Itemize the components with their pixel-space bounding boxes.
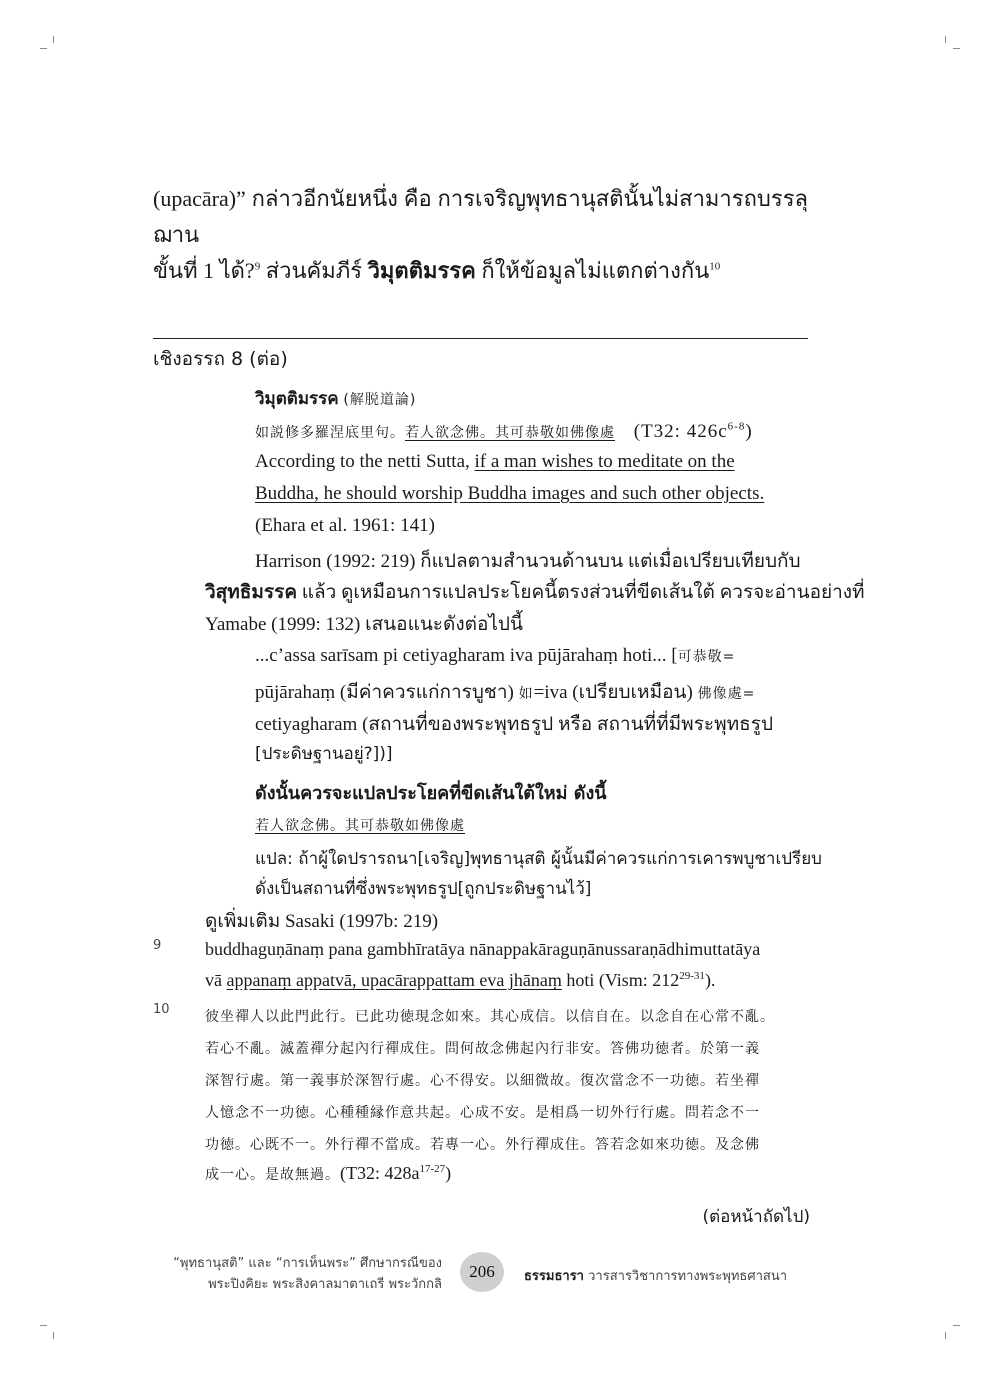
footnote-10-number: 10 [153,1002,170,1017]
crop-mark [53,1332,54,1339]
crop-mark [40,1325,47,1326]
fn9-text: hoti (Vism: 212 [561,970,680,990]
quote-cjk: 可恭敬= [677,649,736,665]
crop-mark [945,1332,946,1339]
citation-text: (T32: 426c [633,421,728,442]
citation-sup: 6-8 [727,420,746,433]
fn10-ref: (T32: 428a [340,1163,420,1183]
fn9-text: vā [205,970,227,990]
page-number: 206 [460,1252,504,1292]
footer-left-1: “พุทธานุสติ” และ “การเห็นพระ” ศึกษากรณีของ [173,1256,442,1271]
fn8-quote-3: cetiyagharam (สถานที่ของพระพุทธรูป หรือ สถานที่ที่มีพระพุทธรูป [255,714,774,735]
footnote-heading: เชิงอรรถ 8 (ต่อ) [153,348,288,370]
fn8-new-cjk: 若人欲念佛。其可恭敬如佛像處 [255,818,465,834]
fn10-ref-end: ) [445,1163,452,1183]
journal-subtitle: วารสารวิชาการทางพระพุทธศาสนา [584,1269,788,1284]
quote-text: =iva (เปรียบเหมือน) [533,682,698,703]
harrison-text: แล้ว ดูเหมือนการแปลประโยคนี้ตรงส่วนที่ขีดเส้นใต้ ควรจะอ่านอย่างที่ [297,582,865,603]
fn8-harrison-3: Yamabe (1999: 132) เสนอแนะดังต่อไปนี้ [205,614,523,635]
body-line-1: (upacāra)” กล่าวอีกนัยหนึ่ง คือ การเจริญพุทธานุสตินั้นไม่สามารถบรรลุฌาน [153,186,808,247]
en-text: According to the netti Sutta, [255,451,475,472]
quote-text: ...c’assa sarīsam pi cetiyagharam iva pūjārahaṃ hoti... [ [255,645,678,666]
continued-label: (ต่อหน้าถัดไป) [702,1207,810,1227]
fn8-cjk-line [255,421,753,443]
fn9-line-1: buddhaguṇānaṃ pana gambhīratāya nānappakāraguṇānussaraṇādhimuttatāya [205,939,761,959]
work-title-bold: วิสุทธิมรรค [205,582,298,603]
footnote-ref-9: 9 [254,260,261,273]
fn9-text: ). [704,970,716,990]
body-text [153,181,808,289]
crop-mark [53,36,54,43]
quote-text: pūjārahaṃ (มีค่าควรแก่การบูชา) [255,682,519,703]
fn10-line-1: 彼坐禪人以此門此行。已此功徳現念如來。其心成信。以信自在。以念自在心常不亂。 [205,1009,775,1025]
fn8-see-also: ดูเพิ่มเติม Sasaki (1997b: 219) [205,911,439,932]
fn8-new-heading: ดังนั้นควรจะแปลประโยคที่ขีดเส้นใต้ใหม่ ดังนี้ [255,783,607,804]
crop-mark [945,36,946,43]
cjk-text: 如説修多羅涅底里句。 [255,425,405,441]
quote-cjk: 佛像處= [697,686,756,702]
journal-name: ธรรมธารา [524,1269,584,1284]
fn8-quote-2 [255,677,755,707]
fn10-line-3: 深智行處。第一義事於深智行處。心不得安。以細微故。復次當念不一功徳。若坐禪 [205,1073,760,1089]
fn10-sup: 17-27 [419,1163,446,1175]
fn8-title-cjk: (解脱道論) [343,392,417,408]
fn8-en-line-3: (Ehara et al. 1961: 141) [255,515,435,536]
crop-mark [953,1325,960,1326]
citation-end: ) [745,421,753,442]
crop-mark [953,48,960,49]
fn8-en-line-1 [255,451,735,473]
footnote-9-number: 9 [153,938,162,953]
body-line-2 [153,253,808,289]
fn8-translation-2: ดั่งเป็นสถานที่ซึ่งพระพุทธรูป[ถูกประดิษฐานไว้] [255,879,592,899]
fn10-line-6 [205,1163,451,1184]
fn10-line-4: 人憶念不一功徳。心種種縁作意共起。心成不安。是相爲一切外行行處。問若念不一 [205,1105,760,1121]
footnote-separator [153,338,808,339]
footnote-ref-10: 10 [709,260,721,273]
footer-journal [524,1265,787,1286]
fn9-text-underlined: appanaṃ appatvā, upacārappattam eva jhānaṃ [226,970,562,990]
citation [634,421,753,442]
fn9-sup: 29-31 [679,970,705,982]
fn10-line-2: 若心不亂。滅蓋禪分起內行禪成住。問何故念佛起內行非安。答佛功徳者。於第一義 [205,1041,760,1057]
fn8-harrison-2 [205,577,865,607]
quote-cjk: 如 [518,686,534,702]
fn8-en-line-2: Buddha, he should worship Buddha images and such other objects. [255,483,765,504]
fn10-cjk: 成一心。是故無過。 [205,1167,340,1183]
fn8-quote-1 [255,645,735,667]
crop-mark [40,48,47,49]
fn8-harrison-1: Harrison (1992: 219) ก็แปลตามสำนวนด้านบน แต่เมื่อเปรียบเทียบกับ [255,551,801,572]
en-text-underlined: if a man wishes to meditate on the [474,451,735,472]
body-text-segment: ก็ให้ข้อมูลไม่แตกต่างกัน [475,258,710,283]
fn10-line-5: 功徳。心既不一。外行禪不當成。若專一心。外行禪成住。答若念如來功徳。及念佛 [205,1137,760,1153]
cjk-text-underlined: 若人欲念佛。其可恭敬如佛像處 [405,425,615,441]
fn9-line-2 [205,970,715,991]
footer-left-2: พระปิงคิยะ พระสิงคาลมาตาเถรี พระวักกลิ [208,1277,442,1292]
fn8-quote-4: [ประดิษฐานอยู่?])] [255,744,393,764]
body-text-segment: ขั้นที่ 1 ได้? [153,258,255,283]
body-text-segment: ส่วนคัมภีร์ [260,258,368,283]
fn8-title [255,385,416,412]
work-title-bold: วิมุตติมรรค [367,258,476,283]
fn8-translation-1: แปล: ถ้าผู้ใดปรารถนา[เจริญ]พุทธานุสติ ผู้นั้นมีค่าควรแก่การเคารพบูชาเปรียบ [255,849,822,869]
fn8-title-bold: วิมุตติมรรค [255,389,339,409]
